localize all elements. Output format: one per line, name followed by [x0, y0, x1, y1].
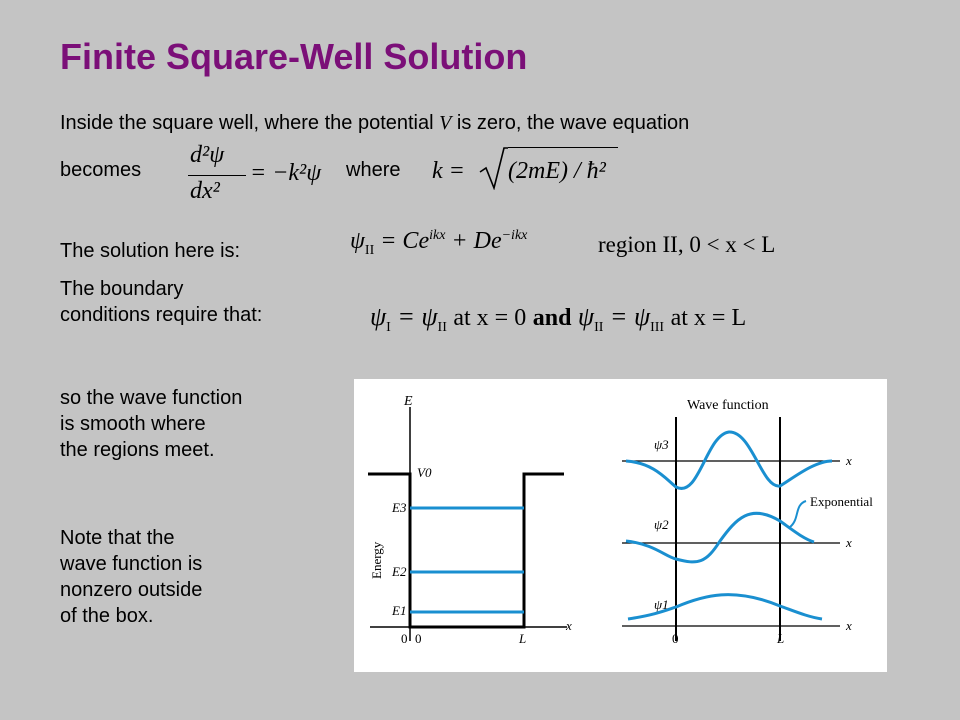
region-condition: region II, 0 < x < L	[598, 232, 776, 257]
psi2-symbol: ψ	[350, 228, 365, 254]
smooth-line-3: the regions meet.	[60, 439, 215, 461]
solution-label: The solution here is:	[60, 240, 241, 262]
tick-0b: 0	[415, 631, 422, 646]
becomes-label: becomes	[60, 159, 142, 181]
smooth-line-1: so the wave function	[60, 387, 243, 409]
bc-sub-I: I	[386, 320, 391, 336]
exponential-pointer	[790, 501, 806, 527]
equals-sign: =	[397, 302, 415, 331]
psi2-exponent1: ikx	[429, 228, 446, 243]
figure-svg	[354, 379, 887, 672]
note-line-3: nonzero outside	[60, 579, 203, 601]
radical-bar	[508, 147, 618, 148]
k-def-radicand: (2mE) / ħ²	[508, 158, 606, 184]
bc-sub-II-b: II	[594, 320, 604, 336]
boundary-equations	[370, 302, 746, 336]
where-label: where	[346, 159, 401, 181]
label-E3: E3	[392, 500, 407, 515]
psi-symbol: ψ	[577, 302, 595, 331]
smooth-line-2: is smooth where	[60, 413, 206, 435]
k-definition	[432, 142, 622, 192]
label-energy: Energy	[369, 541, 384, 579]
fraction-bar	[188, 175, 246, 176]
intro-post: is zero, the wave equation	[456, 112, 690, 134]
label-E2: E2	[392, 564, 407, 579]
wavefunction-title: Wave function	[687, 398, 769, 413]
intro-pre: Inside the square well, where the potential	[60, 112, 434, 134]
psi2-solution	[350, 228, 527, 259]
intro-var: V	[439, 112, 452, 134]
label-psi1: ψ1	[654, 597, 669, 612]
wave-equation	[186, 142, 336, 212]
x-label-psi1: x	[846, 618, 852, 633]
wave-eq-denominator: dx²	[190, 178, 220, 204]
slide-title: Finite Square-Well Solution	[60, 36, 528, 77]
psi2-term1: = Ce	[380, 228, 430, 254]
boundary-line-1: The boundary	[60, 278, 184, 300]
x-label-psi2: x	[846, 535, 852, 550]
tick-0-right: 0	[672, 631, 679, 646]
radical-sign	[478, 146, 508, 190]
boundary-line-2: conditions require that:	[60, 304, 263, 326]
k-def-lhs: k =	[432, 158, 465, 184]
note-line-2: wave function is	[60, 553, 203, 575]
note-line-1: Note that the	[60, 527, 175, 549]
bc-at-x0: at x = 0	[453, 305, 527, 331]
x-label-psi3: x	[846, 453, 852, 468]
tick-0a: 0	[401, 631, 408, 646]
label-E1: E1	[392, 603, 407, 618]
tick-L-right: L	[777, 631, 785, 646]
bc-at-xL: at x = L	[670, 305, 747, 331]
energy-wavefunction-figure	[354, 379, 887, 672]
label-V0: V0	[417, 465, 432, 480]
wave-eq-rhs: = −k²ψ	[250, 160, 322, 186]
wave-eq-numerator: d²ψ	[190, 142, 225, 168]
bc-and: and	[532, 305, 572, 331]
wavefunction-diagram	[622, 398, 873, 646]
intro-text	[60, 110, 689, 136]
bc-sub-III: III	[650, 320, 665, 336]
psi-symbol: ψ	[421, 302, 438, 331]
bc-sub-II: II	[437, 320, 447, 336]
label-E-axis: E	[404, 394, 413, 409]
psi-symbol: ψ	[370, 302, 387, 331]
x-label-left: x	[566, 618, 572, 633]
tick-L-left: L	[519, 631, 527, 646]
energy-diagram	[368, 394, 572, 646]
psi2-term2: + De	[451, 228, 502, 254]
psi2-subscript: II	[364, 242, 375, 258]
note-line-4: of the box.	[60, 605, 154, 627]
psi2-exponent2: −ikx	[501, 228, 528, 243]
label-exponential: Exponential	[810, 494, 873, 509]
psi-symbol: ψ	[633, 302, 651, 331]
label-psi3: ψ3	[654, 437, 669, 452]
label-psi2: ψ2	[654, 517, 669, 532]
equals-sign: =	[609, 302, 628, 331]
